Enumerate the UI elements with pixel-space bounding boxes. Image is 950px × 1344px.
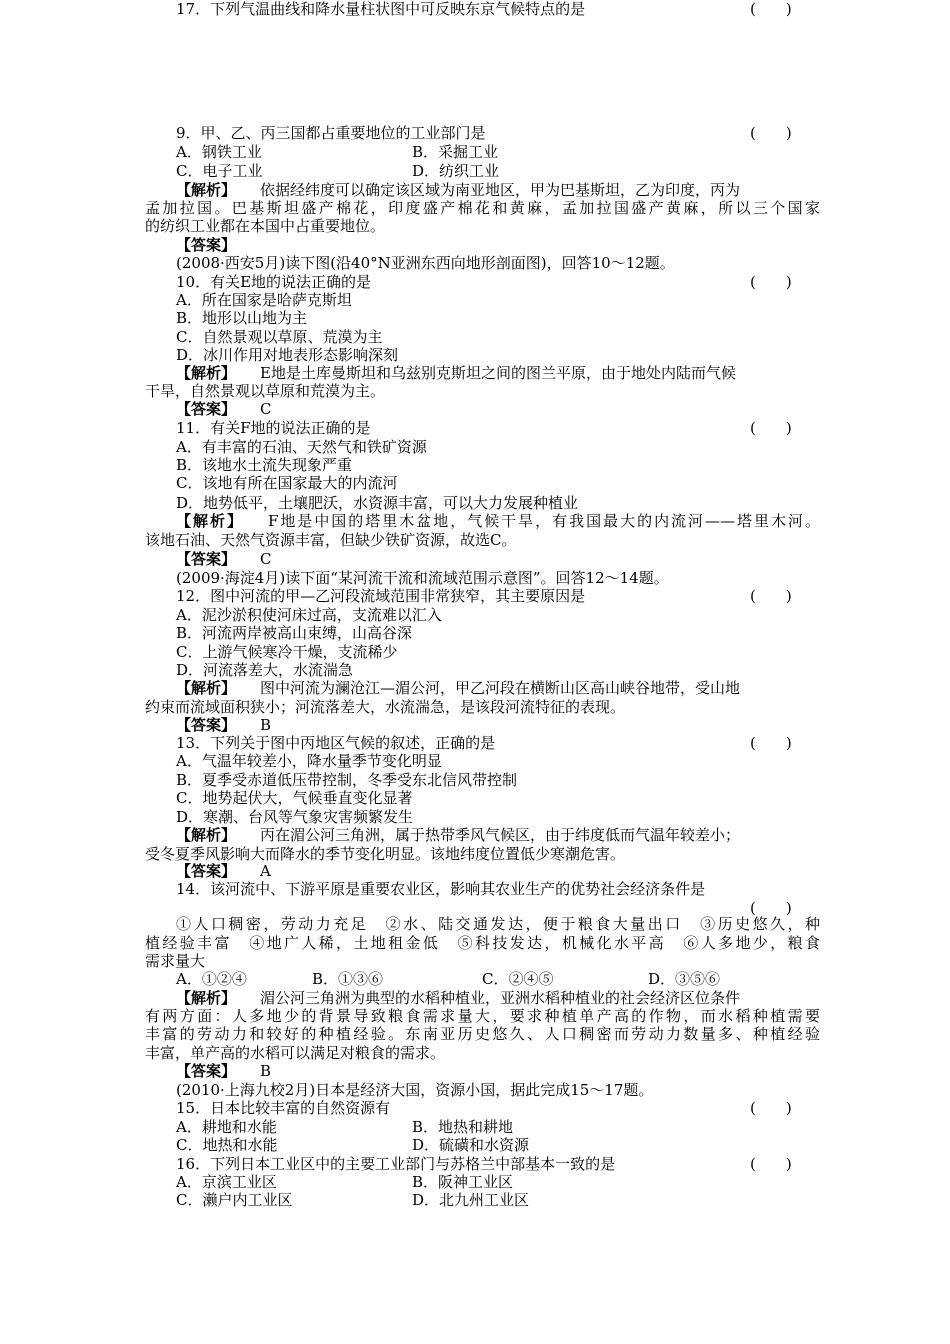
text-line (145, 1044, 820, 1062)
option-item: C．②④⑤ (482, 970, 554, 988)
line-text: C．地势起伏大，气候垂直变化显著 (176, 789, 413, 807)
answer-blank: ( ) (750, 0, 792, 18)
line-text: 11．有关F地的说法正确的是 (176, 419, 371, 437)
line-text: D．地势低平，土壤肥沃，水资源丰富，可以大力发展种植业 (176, 494, 579, 512)
line-text: 9．甲、乙、丙三国都占重要地位的工业部门是 (176, 124, 486, 142)
line-text: 受冬夏季风影响大而降水的季节变化明显。该地纬度位置低少寒潮危害。 (145, 845, 626, 863)
line-text: 10．有关E地的说法正确的是 (176, 273, 372, 291)
option-row (176, 1191, 851, 1209)
answer-blank: ( ) (750, 1155, 792, 1173)
answer-blank: ( ) (750, 273, 792, 291)
line-text: 有两方面：人多地少的背景导致粮食需求量大，要求种植单产高的作物，而水稻种植需要 (145, 1007, 820, 1025)
text-line (176, 808, 851, 826)
answer-blank: ( ) (750, 419, 792, 437)
text-line (176, 606, 851, 624)
analysis-line (176, 826, 851, 844)
label-tag: 【解析】 (176, 512, 244, 530)
option-right: D．硫磺和水资源 (412, 1136, 530, 1154)
text-line (176, 328, 851, 346)
label-tag: 【答案】 (176, 550, 237, 568)
analysis-line (176, 181, 851, 199)
line-text: (2010·上海九校2月)日本是经济大国，资源小国，据此完成15～17题。 (176, 1081, 654, 1099)
answer-blank: ( ) (750, 734, 792, 752)
text-line (145, 382, 820, 400)
line-text: A．泥沙淤积使河床过高，支流难以汇入 (176, 606, 442, 624)
line-text: 13．下列关于图中丙地区气候的叙述，正确的是 (176, 734, 496, 752)
line-text: D．寒潮、台风等气象灾害频繁发生 (176, 808, 414, 826)
option-right: D．北九州工业区 (412, 1191, 530, 1209)
line-text: B．夏季受赤道低压带控制，冬季受东北信风带控制 (176, 771, 518, 789)
line-text: C．上游气候寒冷干燥，支流稀少 (176, 643, 398, 661)
text-line (176, 661, 851, 679)
line-text: C (260, 550, 272, 568)
text-line (176, 346, 851, 364)
line-text: (2008·西安5月)读下图(沿40°N亚洲东西向地形剖面图)，回答10～12题。 (176, 254, 675, 272)
option-right: D．纺织工业 (412, 162, 500, 180)
text-line (176, 624, 851, 642)
line-text: 17．下列气温曲线和降水量柱状图中可反映东京气候特点的是 (176, 0, 586, 18)
line-text: 图中河流为澜沧江—湄公河，甲乙河段在横断山区高山峡谷地带，受山地 (260, 679, 741, 697)
text-line (176, 915, 820, 933)
line-text: 14．该河流中、下游平原是重要农业区，影响其农业生产的优势社会经济条件是 (176, 880, 706, 898)
text-line (176, 494, 851, 512)
option-left: A．耕地和水能 (176, 1118, 277, 1136)
option-right: B．阪神工业区 (412, 1173, 514, 1191)
line-text: A．有丰富的石油、天然气和铁矿资源 (176, 438, 427, 456)
line-text: B．地形以山地为主 (176, 309, 308, 327)
text-line (176, 789, 851, 807)
analysis-line (176, 862, 851, 880)
analysis-line (176, 512, 820, 530)
line-text: (2009·海淀4月)读下面“某河流干流和流域范围示意图”。回答12～14题。 (176, 569, 669, 587)
answer-blank: ( ) (750, 124, 792, 142)
line-text: 15．日本比较丰富的自然资源有 (176, 1099, 391, 1117)
answer-blank: ( ) (750, 587, 792, 605)
option-row (176, 162, 851, 180)
line-text: 12．图中河流的甲—乙河段流域范围非常狭窄，其主要原因是 (176, 587, 586, 605)
line-text: 植经验丰富 ④地广人稀，土地租金低 ⑤科技发达，机械化水平高 ⑥人多地少，粮食 (145, 934, 820, 952)
text-line (145, 845, 820, 863)
text-line (176, 309, 851, 327)
line-text: C．自然景观以草原、荒漠为主 (176, 328, 383, 346)
line-text: A (260, 862, 271, 880)
line-text: B (260, 716, 272, 734)
label-tag: 【答案】 (176, 862, 237, 880)
line-text: A．气温年较差小，降水量季节变化明显 (176, 752, 442, 770)
line-text: A．所在国家是哈萨克斯坦 (176, 291, 352, 309)
text-line (176, 254, 851, 272)
answer-blank: ( ) (750, 1099, 792, 1117)
line-text: ①人口稠密，劳动力充足 ②水、陆交通发达，便于粮食大量出口 ③历史悠久，种 (176, 915, 820, 933)
line-text: C．该地有所在国家最大的内流河 (176, 474, 398, 492)
label-tag: 【答案】 (176, 236, 237, 254)
analysis-line (176, 364, 851, 382)
option-row (176, 1173, 851, 1191)
label-tag: 【答案】 (176, 716, 237, 734)
label-tag: 【解析】 (176, 826, 237, 844)
text-line (176, 1081, 851, 1099)
option-row (176, 143, 851, 161)
analysis-line (176, 236, 851, 254)
label-tag: 【解析】 (176, 989, 237, 1007)
option-item: B．①③⑥ (312, 970, 384, 988)
option-row (176, 1118, 851, 1136)
line-text: D．冰川作用对地表形态影响深刻 (176, 346, 399, 364)
line-text: 丰富的劳动力和较好的种植经验。东南亚历史悠久、人口稠密而劳动力数量多、种植经验 (145, 1025, 820, 1043)
analysis-line (176, 550, 851, 568)
line-text: 需求量大 (145, 952, 206, 970)
label-tag: 【解析】 (176, 181, 237, 199)
line-text: E地是土库曼斯坦和乌兹别克斯坦之间的图兰平原，由于地处内陆而气候 (260, 364, 736, 382)
answer-blank: ( ) (750, 899, 792, 917)
option-item: A．①②④ (176, 970, 247, 988)
line-text: 依据经纬度可以确定该区域为南亚地区，甲为巴基斯坦，乙为印度，丙为 (260, 181, 741, 199)
line-text: 丙在湄公河三角洲，属于热带季风气候区，由于纬度低而气温年较差小； (260, 826, 741, 844)
analysis-line (176, 679, 851, 697)
text-line (176, 569, 851, 587)
text-line (176, 643, 851, 661)
line-text: C (260, 400, 272, 418)
option-left: A．钢铁工业 (176, 143, 262, 161)
text-line (145, 1025, 820, 1043)
label-tag: 【答案】 (176, 400, 237, 418)
text-line (145, 217, 820, 235)
text-line (145, 1007, 820, 1025)
line-text: B (260, 1062, 272, 1080)
line-text: 湄公河三角洲为典型的水稻种植业，亚洲水稻种植业的社会经济区位条件 (260, 989, 741, 1007)
text-line (176, 771, 851, 789)
option-item: D．③⑤⑥ (648, 970, 721, 988)
line-text: D．河流落差大，水流湍急 (176, 661, 354, 679)
option-left: C．地热和水能 (176, 1136, 278, 1154)
option-left: C．濑户内工业区 (176, 1191, 293, 1209)
text-line (176, 456, 851, 474)
text-line (145, 531, 820, 549)
analysis-line (176, 1062, 851, 1080)
analysis-line (176, 400, 851, 418)
text-line (176, 474, 851, 492)
line-text: B．河流两岸被高山束缚，山高谷深 (176, 624, 413, 642)
line-text: 约束而流域面积狭小；河流落差大，水流湍急，是该段河流特征的表现。 (145, 698, 626, 716)
line-text: 16．下列日本工业区中的主要工业部门与苏格兰中部基本一致的是 (176, 1155, 616, 1173)
text-line (176, 880, 851, 898)
option-right: B．采掘工业 (412, 143, 499, 161)
text-line (145, 199, 820, 217)
line-text: 丰富，单产高的水稻可以满足对粮食的需求。 (145, 1044, 446, 1062)
option-right: B．地热和耕地 (412, 1118, 514, 1136)
text-line (145, 698, 820, 716)
line-text: B．该地水土流失现象严重 (176, 456, 353, 474)
line-text: F地是中国的塔里木盆地，气候干旱，有我国最大的内流河——塔里木河。 (267, 512, 820, 530)
option-left: C．电子工业 (176, 162, 263, 180)
label-tag: 【答案】 (176, 1062, 237, 1080)
text-line (145, 934, 820, 952)
analysis-line (176, 716, 851, 734)
line-text: 孟加拉国。巴基斯坦盛产棉花，印度盛产棉花和黄麻，孟加拉国盛产黄麻，所以三个国家 (145, 199, 820, 217)
label-tag: 【解析】 (176, 364, 237, 382)
analysis-line (176, 989, 851, 1007)
label-tag: 【解析】 (176, 679, 237, 697)
line-text: 干旱，自然景观以草原和荒漠为主。 (145, 382, 386, 400)
text-line (176, 438, 851, 456)
text-line (176, 291, 851, 309)
line-text: 该地石油、天然气资源丰富，但缺少铁矿资源，故选C。 (145, 531, 517, 549)
option-row (176, 1136, 851, 1154)
option-left: A．京滨工业区 (176, 1173, 277, 1191)
text-line (176, 752, 851, 770)
line-text: 的纺织工业都在本国中占重要地位。 (145, 217, 386, 235)
text-line (145, 952, 820, 970)
